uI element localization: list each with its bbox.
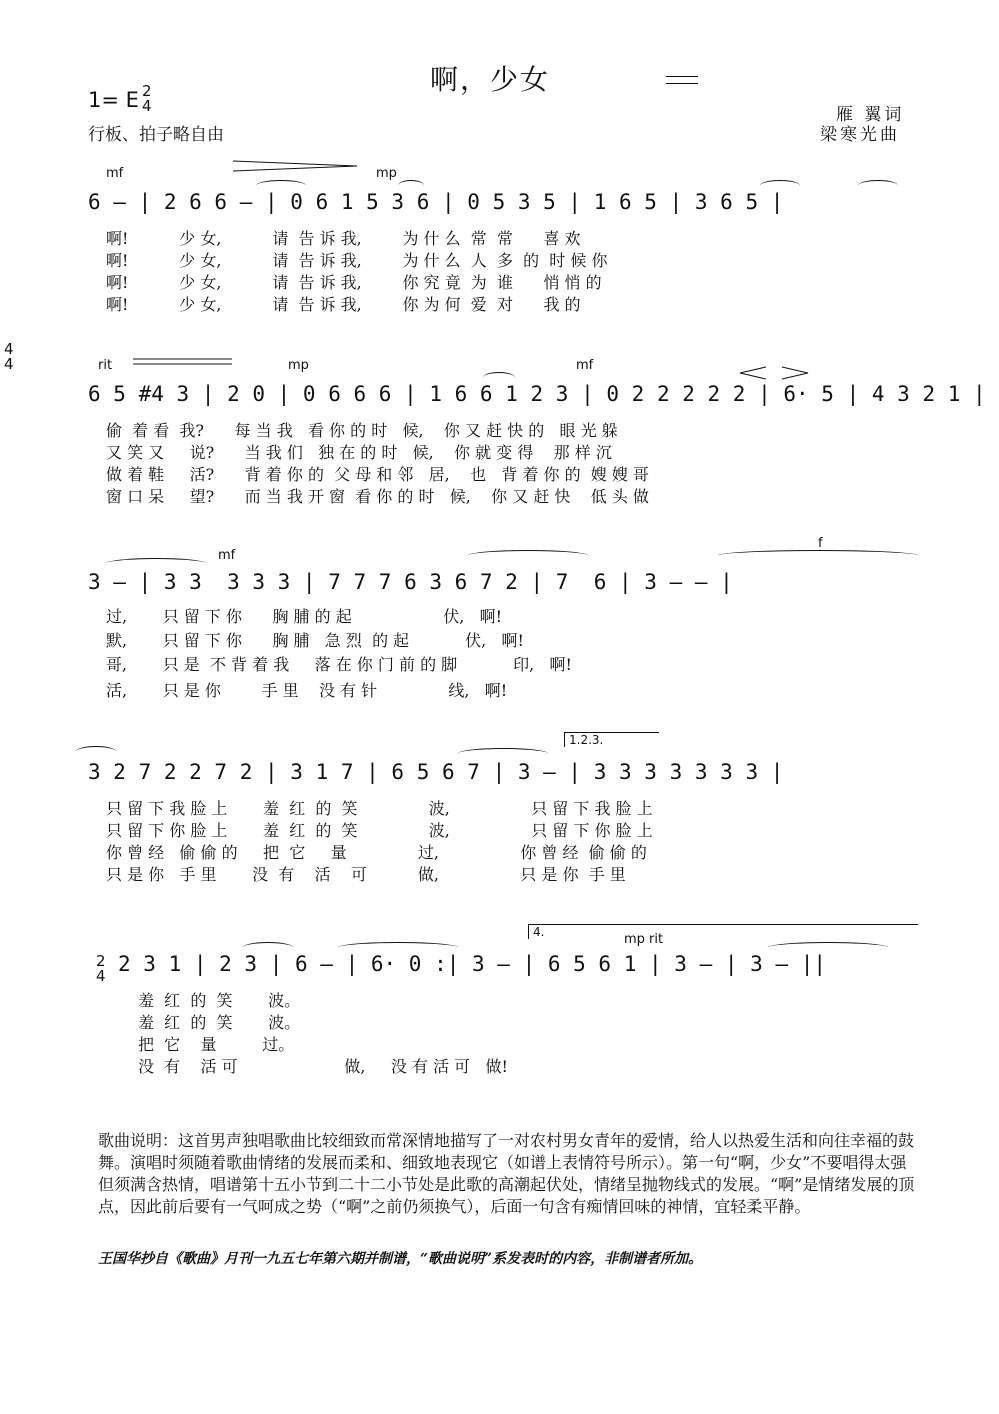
dynamic-mark: mf [218,548,236,563]
lyric-verse-1: 过, 只 留 下 你 胸 脯 的 起 伏, 啊! [106,607,503,626]
lyric-verse-1: 只 留 下 我 脸 上 羞 红 的 笑 波, 只 留 下 我 脸 上 [106,799,653,818]
volta-4: 4. [528,924,918,939]
lyric-verse-2: 啊! 少 女, 请 告 诉 我, 为 什 么 人 多 的 时 候 你 [106,251,608,270]
lyric-verse-2: 只 留 下 你 脸 上 羞 红 的 笑 波, 只 留 下 你 脸 上 [106,821,653,840]
tempo-marking: 行板、拍子略自由 [88,125,224,145]
dynamic-mark: mf [576,358,594,373]
accent-hairpins [738,366,818,380]
lyric-verse-1: 啊! 少 女, 请 告 诉 我, 为 什 么 常 常 喜 欢 [106,229,581,248]
lyric-verse-4: 只 是 你 手 里 没 有 活 可 做, 只 是 你 手 里 [106,865,626,884]
lyric-verse-2: 羞 红 的 笑 波。 [138,1013,301,1032]
tie [106,558,206,569]
slur [458,748,548,759]
time-bottom: 4 [96,967,106,985]
page-title: 啊，少女 [430,63,551,96]
dynamic-mark: mp [376,166,397,181]
notation-line: 3 2 7 2 2 7 2 | 3 1 7 | 6 5 6 7 | 3 — | 3 3 3 3 3 3 3 | [88,760,784,784]
tie [76,746,116,757]
dynamic-mark: rit [98,358,113,373]
dynamic-mark: mp rit [624,932,664,947]
notation-line: 6 — | 2 6 6 — | 0 6 1 5 3 6 | 0 5 3 5 | 1 6 5 | 3 6 5 | [88,190,784,214]
lyric-verse-4: 窗 口 呆 望? 而 当 我 开 窗 看 你 的 时 候, 你 又 赶 快 低 头 做 [106,487,649,506]
time-signature [142,84,152,114]
key-signature: 1= E [88,88,139,112]
lyric-verse-1: 羞 红 的 笑 波。 [138,991,301,1010]
time-top: 2 [96,952,106,970]
lyric-verse-2: 默, 只 留 下 你 胸 脯 急 烈 的 起 伏, 啊! [106,631,524,650]
lyric-verse-4: 啊! 少 女, 请 告 诉 我, 你 为 何 爱 对 我 的 [106,295,581,314]
volta-1-2-3: 1.2.3. [564,732,659,747]
side-time-bottom: 4 [4,355,14,373]
side-time-signature [4,342,14,372]
rit-line [133,356,233,368]
decrescendo-hairpin [233,160,358,174]
time-bottom: 4 [142,97,152,115]
lyric-verse-4: 没 有 活 可 做, 没 有 活 可 做! [138,1057,508,1076]
lyric-verse-3: 哥, 只 是 不 背 着 我 落 在 你 门 前 的 脚 印, 啊! [106,655,572,674]
lyric-verse-3: 做 着 鞋 活? 背 着 你 的 父 母 和 邻 居, 也 背 着 你 的 嫂 嫂 哥 [106,465,649,484]
dynamic-mark: f [818,536,823,551]
notation-line: 2 3 1 | 2 3 | 6 — | 6· 0 :| 3 — | 6 5 6 1 | 3 — | 3 — || [118,952,827,976]
time-signature [96,954,106,984]
lyric-verse-4: 活, 只 是 你 手 里 没 有 针 线, 啊! [106,681,508,700]
time-top: 2 [142,82,152,100]
title-double-line [666,76,698,84]
song-explanation: 歌曲说明：这首男声独唱歌曲比较细致而常深情地描写了一对农村男女青年的爱情，给人以热爱生活和向往幸福的鼓舞。演唱时须随着歌曲情绪的发展而柔和、细致地表现它（如谱上表情符号所示）。第一句“啊，少女”不要唱得太强但须满含热情，唱谱第十五小节到二十二小节处是此歌的高潮起伏处，情绪呈抛物线式的发展。“啊”是情绪发展的顶点，因此前后要有一气呵成之势（“啊”之前仍须换气），后面一句含有痴情回味的神情，宜轻柔平静。 [98,1131,915,1216]
lyric-verse-3: 你 曾 经 偷 偷 的 把 它 量 过, 你 曾 经 偷 偷 的 [106,843,647,862]
composer: 梁寒光曲 [820,125,900,145]
lyricist: 雁 翼词 [836,105,905,125]
notation-line: 3 — | 3 3 3 3 3 | 7 7 7 6 3 6 7 2 | 7 6 | 3 — — | [88,570,733,594]
lyric-verse-1: 偷 着 看 我? 每 当 我 看 你 的 时 候, 你 又 赶 快 的 眼 光 躲 [106,421,618,440]
side-time-top: 4 [4,340,14,358]
lyric-verse-3: 啊! 少 女, 请 告 诉 我, 你 究 竟 为 谁 悄 悄 的 [106,273,602,292]
dynamic-mark: mp [288,358,309,373]
lyric-verse-3: 把 它 量 过。 [138,1035,295,1054]
lyric-verse-2: 又 笑 又 说? 当 我 们 独 在 的 时 候, 你 就 变 得 那 样 沉 [106,443,612,462]
transcriber-note: 王国华抄自《歌曲》月刊一九五七年第六期并制谱，“歌曲说明”系发表时的内容，非制谱者所加。 [98,1251,703,1267]
tie [718,550,918,561]
slur [468,550,588,561]
notation-line: 6 5 #4 3 | 2 0 | 0 6 6 6 | 1 6 6 1 2 3 | 0 2 2 2 2 2 | 6· 5 | 4 3 2 1 | [88,382,986,406]
dynamic-mark: mf [106,166,124,181]
